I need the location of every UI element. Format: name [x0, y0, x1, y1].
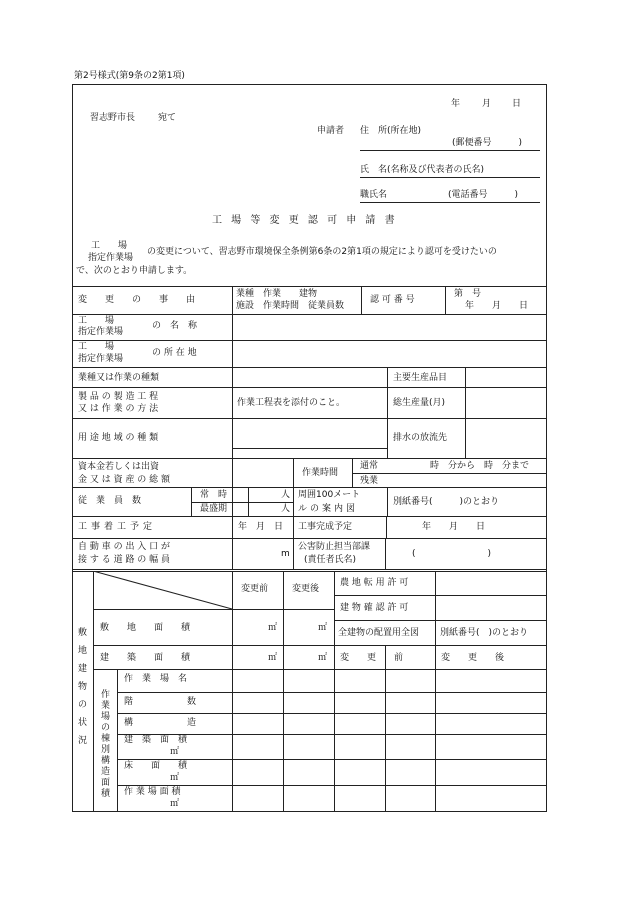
area-guide-2: ルの案内図 — [298, 504, 359, 514]
postal-label: (郵便番号 ) — [452, 138, 523, 148]
regular-person-unit: 人 — [281, 490, 291, 500]
peak-person-unit: 人 — [281, 504, 291, 514]
separate-number[interactable]: 別紙番号( )のとおり — [393, 497, 500, 507]
form-title: 工 場 等 変 更 認 可 申 請 書 — [212, 215, 395, 226]
site-label: 敷地建物の状況 — [78, 628, 88, 746]
rule — [387, 367, 388, 458]
permit-date-value[interactable]: 年 月 日 — [465, 301, 529, 311]
permit-no-label: 認 可 番 号 — [370, 295, 415, 305]
header-diagonal — [93, 571, 233, 610]
rule — [387, 487, 388, 516]
name-label: 氏 名(名称及び代表者の氏名) — [360, 165, 485, 175]
change-before-label: 変 更 前 — [340, 653, 404, 663]
rule — [334, 620, 547, 621]
rule — [72, 418, 547, 419]
peak-label: 最盛期 — [200, 504, 228, 514]
phone-label: (電話番号 ) — [448, 190, 519, 200]
rule — [72, 314, 547, 315]
rule — [385, 645, 386, 812]
rule — [191, 502, 293, 503]
road-label-1: 自 動 車 の 出 入 口 が — [78, 542, 171, 552]
work-area-unit: ㎡ — [170, 799, 180, 809]
floor-area-label: 床 面 積 — [124, 761, 188, 771]
rule — [465, 367, 466, 458]
rule — [386, 516, 387, 538]
rule — [72, 516, 547, 517]
before-label: 変更前 — [241, 584, 269, 594]
after-label: 変更後 — [292, 584, 320, 594]
process-value: 作業工程表を添付のこと。 — [237, 398, 346, 408]
completion-value[interactable]: 年 月 日 — [422, 522, 486, 532]
intro-facility: 指定作業場 — [88, 253, 134, 263]
main-product-label: 主要生産品目 — [393, 373, 448, 383]
start-value[interactable]: 年 月 日 — [238, 522, 284, 532]
workplace-name-label: 作 業 場 名 — [124, 674, 188, 684]
date-year: 年 — [451, 99, 461, 109]
rule — [361, 286, 362, 314]
floor-area-unit: ㎡ — [170, 773, 180, 783]
rule — [352, 473, 547, 474]
rule — [117, 713, 547, 714]
area-guide-1: 周囲100メート — [298, 490, 361, 500]
work-hours-label: 作業時間 — [302, 468, 339, 478]
total-production-label: 総生産量(月) — [393, 398, 446, 408]
location-suffix: の 所 在 地 — [152, 348, 197, 358]
paren-value[interactable]: ( ) — [412, 549, 492, 559]
completion-label: 工事完成予定 — [298, 522, 353, 532]
rule — [232, 448, 387, 449]
normal-label: 通常 — [360, 461, 379, 471]
change-after-label: 変 更 後 — [441, 653, 505, 663]
applicant-label: 申請者 — [317, 126, 345, 136]
drainage-label: 排水の放流先 — [393, 433, 448, 443]
road-label-2: 接 す る 道 路 の 幅 員 — [78, 555, 171, 565]
rule — [334, 595, 547, 596]
process-label-2: 又 は 作 業 の 方 法 — [78, 404, 159, 414]
name-suffix: の 名 称 — [152, 321, 198, 331]
pollution-label-1: 公害防止担当部課 — [298, 542, 371, 552]
capital-label-2: 金 又 は 資 産 の 総 額 — [78, 475, 171, 485]
position-label: 職氏名 — [360, 190, 388, 200]
industry-label: 業種又は作業の種類 — [78, 373, 160, 383]
build-area-unit: ㎡ — [170, 747, 180, 757]
capital-label-1: 資本金若しくは出資 — [78, 462, 160, 472]
factory-label: 工 場 — [78, 316, 115, 326]
building-area-before-unit: ㎡ — [268, 653, 278, 663]
meter-unit: m — [281, 549, 290, 559]
rule — [72, 569, 547, 570]
rule — [72, 340, 547, 341]
permit-no-value[interactable]: 第 号 — [454, 289, 482, 299]
rule — [117, 785, 547, 786]
per-building-label: 作業場の棟別構造面積 — [101, 690, 111, 799]
address-underline — [360, 150, 540, 151]
form-code: 第2号様式(第9条の2第1項) — [74, 71, 185, 81]
rule — [72, 367, 547, 368]
hours-value[interactable]: 時 分から 時 分まで — [430, 461, 530, 471]
name-underline — [360, 177, 540, 178]
reason-opt-2[interactable]: 施設 作業時間 従業員数 — [236, 301, 345, 311]
building-area-label: 建 築 面 積 — [100, 653, 191, 663]
intro-text-2: で、次のとおり申請します。 — [76, 266, 193, 276]
building-confirm-label: 建 物 確 認 許 可 — [340, 603, 409, 613]
rule — [93, 645, 547, 646]
intro-text-1: の変更について、習志野市環境保全条例第6条の2第1項の規定により認可を受けたいの — [147, 247, 497, 257]
site-area-after-unit: ㎡ — [318, 623, 328, 633]
addressee-name: 習志野市長 — [90, 113, 136, 123]
structure-label: 構 造 — [124, 718, 197, 728]
overtime-label: 残業 — [360, 476, 379, 486]
rule — [93, 669, 547, 670]
work-area-label: 作 業 場 面 積 — [124, 787, 181, 797]
building-area-after-unit: ㎡ — [318, 653, 328, 663]
zoning-label: 用 途 地 域 の 種 類 — [78, 433, 159, 443]
floors-label: 階 数 — [124, 697, 197, 707]
position-underline — [360, 202, 540, 203]
rule — [117, 669, 118, 812]
farmland-label: 農 地 転 用 許 可 — [340, 578, 409, 588]
pollution-label-2: (責任者氏名) — [304, 555, 357, 565]
process-label-1: 製 品 の 製 造 工 程 — [78, 392, 159, 402]
rule — [445, 286, 446, 314]
date-month: 月 — [482, 99, 492, 109]
rule — [72, 458, 547, 459]
rule — [293, 458, 294, 569]
addressee-suffix: 宛て — [158, 113, 177, 123]
factory-label: 工 場 — [78, 342, 115, 352]
reason-label: 変 更 の 事 由 — [78, 295, 196, 305]
rule — [232, 286, 233, 569]
date-day: 日 — [512, 99, 522, 109]
facility-label: 指定作業場 — [78, 354, 124, 364]
rule — [72, 487, 547, 488]
facility-label: 指定作業場 — [78, 327, 124, 337]
build-area-label: 建 築 面 積 — [124, 735, 188, 745]
site-area-before-unit: ㎡ — [268, 623, 278, 633]
employees-label: 従 業 員 数 — [78, 496, 142, 506]
regular-label: 常 時 — [200, 490, 228, 500]
rule — [385, 538, 386, 569]
rule — [117, 759, 547, 760]
intro-factory: 工 場 — [91, 241, 128, 251]
rule — [117, 692, 547, 693]
rule — [72, 387, 547, 388]
layout-value[interactable]: 別紙番号( )のとおり — [440, 628, 529, 638]
layout-label: 全建物の配置用全図 — [338, 628, 420, 638]
rule — [72, 286, 547, 287]
start-label: 工事着工予定 — [78, 522, 157, 532]
site-area-label: 敷 地 面 積 — [100, 623, 191, 633]
address-label: 住 所(所在地) — [360, 126, 422, 136]
rule — [72, 538, 547, 539]
reason-opt-1[interactable]: 業種 作業 建物 — [236, 289, 318, 299]
rule — [191, 487, 192, 516]
